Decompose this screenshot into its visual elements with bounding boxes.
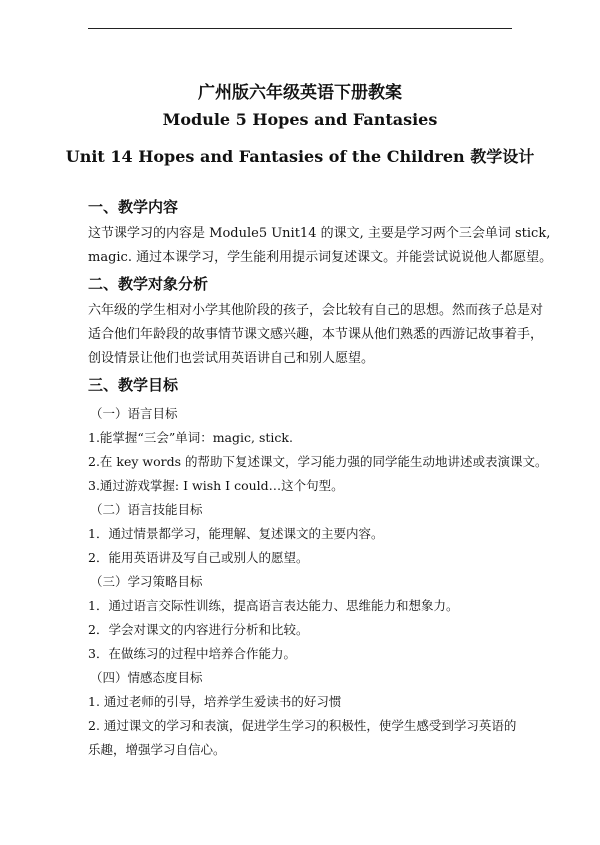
subsection-attitude: （四）情感态度目标 [90, 670, 203, 685]
paragraph-line: magic. 通过本课学习，学生能利用提示词复述课文。并能尝试说说他人都愿望。 [88, 250, 553, 265]
paragraph-line: 这节课学习的内容是 Module5 Unit14 的课文, 主要是学习两个三会单词 stick, [88, 226, 551, 241]
list-item: 1.能掌握“三会”单词：magic, stick. [88, 430, 293, 445]
list-item: 2．能用英语讲及写自己或别人的愿望。 [88, 550, 309, 565]
list-item: 2. 通过课文的学习和表演，促进学生学习的积极性，使学生感受到学习英语的 [88, 718, 517, 733]
subsection-skills: （二）语言技能目标 [90, 502, 203, 517]
document-title: 广州版六年级英语下册教案 [198, 83, 402, 103]
list-item: 1．通过情景都学习，能理解、复述课文的主要内容。 [88, 526, 384, 541]
section-heading-objectives: 三、教学目标 [88, 376, 179, 394]
subsection-language: （一）语言目标 [90, 406, 178, 421]
paragraph-line: 适合他们年龄段的故事情节课文感兴趣，本节课从他们熟悉的西游记故事着手， [88, 327, 544, 342]
subsection-strategy: （三）学习策略目标 [90, 574, 203, 589]
module-title: Module 5 Hopes and Fantasies [162, 110, 438, 129]
list-item: 3．在做练习的过程中培养合作能力。 [88, 646, 296, 661]
paragraph-line: 创设情景让他们也尝试用英语讲自己和别人愿望。 [88, 351, 375, 366]
unit-title: Unit 14 Hopes and Fantasies of the Children 教学设计 [65, 147, 535, 166]
list-item: 乐趣，增强学习自信心。 [88, 742, 226, 757]
header-rule [88, 28, 512, 29]
list-item: 2．学会对课文的内容进行分析和比较。 [88, 622, 309, 637]
list-item: 2.在 key words 的帮助下复述课文，学习能力强的同学能生动地讲述或表演课文。 [88, 454, 548, 469]
paragraph-line: 六年级的学生相对小学其他阶段的孩子，会比较有自己的思想。然而孩子总是对 [88, 303, 544, 318]
list-item: 3.通过游戏掌握: I wish I could…这个句型。 [88, 478, 344, 493]
list-item: 1．通过语言交际性训练，提高语言表达能力、思维能力和想象力。 [88, 598, 459, 613]
list-item: 1. 通过老师的引导，培养学生爱读书的好习惯 [88, 694, 342, 709]
section-heading-audience: 二、教学对象分析 [88, 275, 209, 293]
section-heading-content: 一、教学内容 [88, 198, 179, 216]
